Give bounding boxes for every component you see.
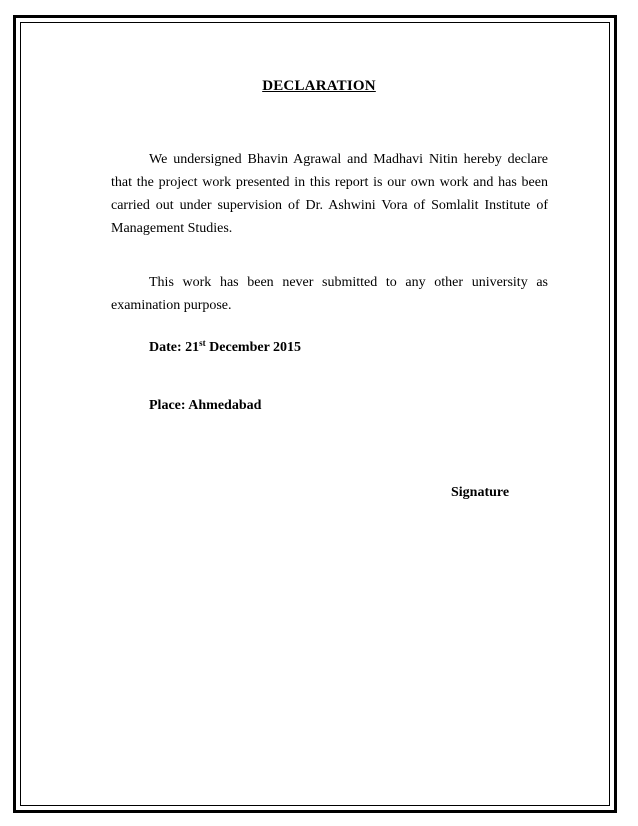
place-value: Ahmedabad (188, 398, 262, 413)
declaration-paragraph: We undersigned Bhavin Agrawal and Madhavi Nitin hereby declare that the project work presented in this report is our own work and has been carried out under supervision of Dr. Ashwini Vora of Somlalit Institute of Management Studies. (111, 152, 548, 236)
date-label: Date: (149, 340, 182, 355)
signature-label: Signature (451, 485, 510, 500)
date-line (149, 340, 301, 356)
date-day: 21 (185, 340, 200, 355)
place-label: Place: (149, 398, 186, 413)
submission-paragraph: This work has been never submitted to any other university as examination purpose. (111, 275, 548, 313)
place-line (149, 398, 261, 414)
document-title: DECLARATION (262, 78, 376, 94)
page-border-inner (20, 22, 610, 806)
date-rest: December 2015 (209, 340, 302, 355)
date-suffix: st (199, 338, 206, 348)
